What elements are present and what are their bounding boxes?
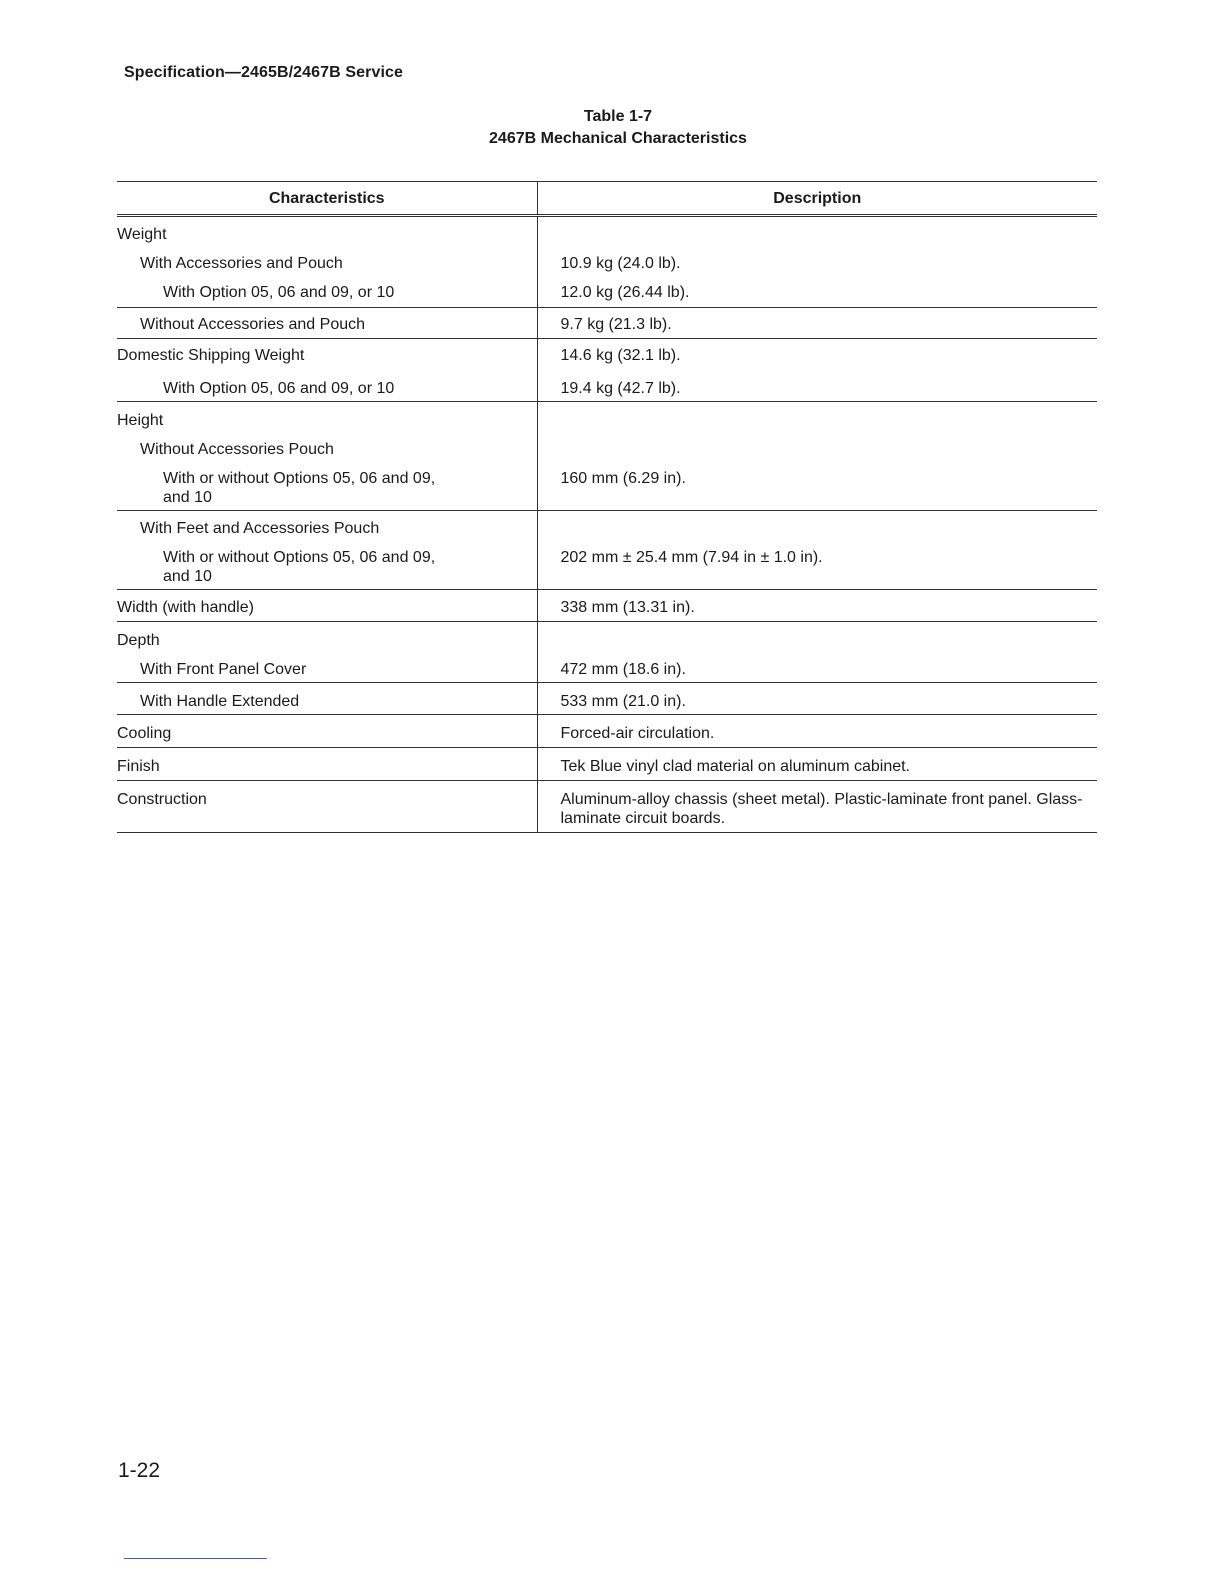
table-row <box>117 249 1097 278</box>
characteristic-cell: Cooling <box>117 725 172 742</box>
table-row <box>117 464 1097 511</box>
table-number: Table 1-7 <box>583 108 653 125</box>
characteristic-cell: Width (with handle) <box>117 599 254 616</box>
characteristic-cell: Finish <box>117 758 160 775</box>
footer-rule <box>124 1558 267 1559</box>
description-cell: 472 mm (18.6 in). <box>560 661 686 678</box>
description-cell <box>561 622 1098 636</box>
table-row <box>117 655 1097 683</box>
description-cell: 533 mm (21.0 in). <box>560 693 686 710</box>
characteristic-cell: With Feet and Accessories Pouch <box>140 520 380 537</box>
characteristic-cell: With or without Options 05, 06 and 09, and 10 <box>163 549 436 585</box>
table-row <box>117 622 1097 656</box>
table-row <box>117 781 1097 833</box>
table-row <box>117 715 1097 748</box>
page-number: 1-22 <box>118 1459 161 1482</box>
table-row <box>117 278 1097 308</box>
table-row <box>117 748 1097 781</box>
characteristic-cell: With Option 05, 06 and 09, or 10 <box>163 380 395 397</box>
table-row <box>117 216 1097 250</box>
table-row <box>117 339 1097 371</box>
description-cell: Tek Blue vinyl clad material on aluminum cabinet. <box>560 758 910 775</box>
description-cell <box>561 435 1098 445</box>
table-title: 2467B Mechanical Characteristics <box>489 130 747 147</box>
table-row <box>117 590 1097 622</box>
running-head: Specification—2465B/2467B Service <box>124 64 404 81</box>
description-cell <box>561 402 1098 416</box>
characteristic-cell: With Front Panel Cover <box>140 661 307 678</box>
description-cell <box>561 511 1098 524</box>
description-cell: Forced-air circulation. <box>560 725 715 742</box>
characteristic-cell: With Accessories and Pouch <box>140 255 343 272</box>
characteristic-cell: Weight <box>117 226 167 243</box>
characteristic-cell: With Option 05, 06 and 09, or 10 <box>163 284 395 301</box>
table-row <box>117 511 1097 544</box>
characteristic-cell: Construction <box>117 791 207 808</box>
table-row <box>117 435 1097 464</box>
mechanical-characteristics-table <box>117 181 1097 833</box>
description-cell: 160 mm (6.29 in). <box>560 470 686 487</box>
characteristic-cell: Height <box>117 412 164 429</box>
table-row <box>117 370 1097 402</box>
characteristic-cell: Depth <box>117 632 160 649</box>
description-cell: 12.0 kg (26.44 lb). <box>560 284 690 301</box>
table-row <box>117 543 1097 590</box>
column-header-description: Description <box>537 182 1097 216</box>
characteristic-cell: Domestic Shipping Weight <box>117 347 305 364</box>
table-row <box>117 308 1097 339</box>
characteristic-cell: With or without Options 05, 06 and 09, and 10 <box>163 470 436 506</box>
description-cell: 9.7 kg (21.3 lb). <box>560 316 672 333</box>
description-cell <box>561 217 1098 230</box>
table-row <box>117 683 1097 715</box>
characteristic-cell: Without Accessories Pouch <box>140 441 334 458</box>
table-row <box>117 402 1097 436</box>
description-cell: 338 mm (13.31 in). <box>560 599 695 616</box>
description-cell: 10.9 kg (24.0 lb). <box>560 255 681 272</box>
column-header-characteristics: Characteristics <box>117 182 537 216</box>
description-cell: Aluminum-alloy chassis (sheet metal). Plastic-laminate front panel. Glass-laminate circuit boards. <box>560 791 1083 827</box>
characteristic-cell: Without Accessories and Pouch <box>140 316 366 333</box>
description-cell: 202 mm ± 25.4 mm (7.94 in ± 1.0 in). <box>560 549 823 566</box>
description-cell: 19.4 kg (42.7 lb). <box>560 380 681 397</box>
description-cell: 14.6 kg (32.1 lb). <box>560 347 681 364</box>
table-header-row <box>117 182 1097 216</box>
characteristic-cell: With Handle Extended <box>140 693 300 710</box>
